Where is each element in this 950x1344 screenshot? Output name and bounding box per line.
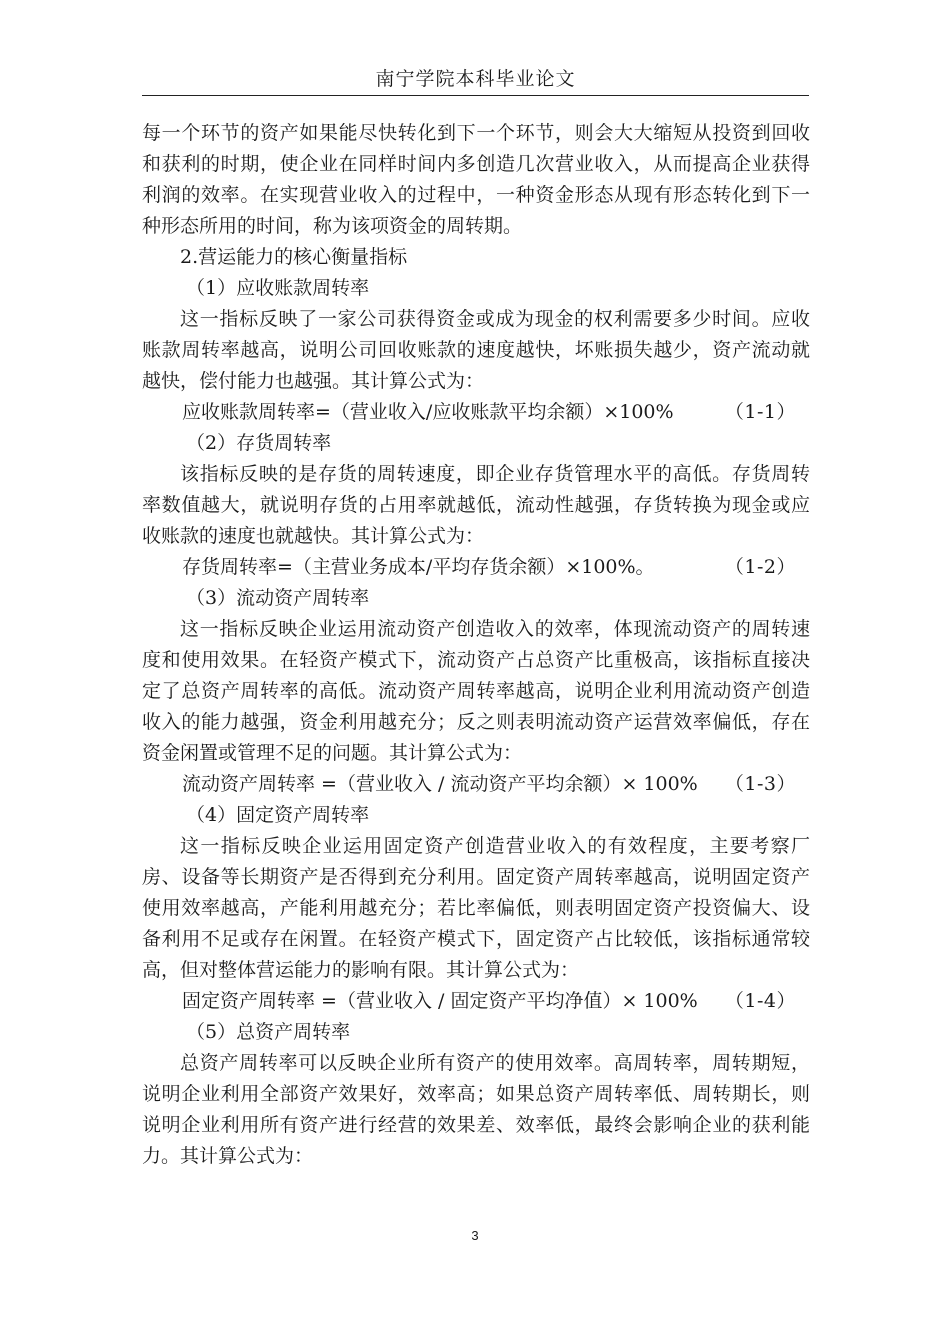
- paragraph-line: 这一指标反映企业运用流动资产创造收入的效率，体现流动资产的周转速: [180, 618, 810, 640]
- equation-number: （1-4）: [724, 990, 796, 1012]
- formula-row: [142, 769, 810, 800]
- paragraph-line: 种形态所用的时间，称为该项资金的周转期。: [142, 215, 523, 237]
- page-number: 3: [471, 1228, 479, 1243]
- equation-number: （1-2）: [724, 556, 796, 578]
- paragraph-line: 高，但对整体营运能力的影响有限。其计算公式为：: [142, 959, 580, 981]
- formula: 存货周转率=（主营业务成本/平均存货余额）×100%。: [182, 556, 655, 578]
- paragraph-line: 收入的能力越强，资金利用越充分；反之则表明流动资产运营效率偏低，存在: [142, 711, 810, 733]
- paragraph-line: 收账款的速度也就越快。其计算公式为：: [142, 525, 485, 547]
- paragraph-line: 使用效率越高，产能利用越充分；若比率偏低，则表明固定资产投资偏大、设: [142, 897, 810, 919]
- subsection-heading: （1）应收账款周转率: [186, 277, 370, 299]
- paragraph-line: 力。其计算公式为：: [142, 1145, 314, 1167]
- subsection-heading: （3）流动资产周转率: [186, 587, 370, 609]
- subsection-heading: （4）固定资产周转率: [186, 804, 370, 826]
- subsection-heading: （5）总资产周转率: [186, 1021, 351, 1043]
- paragraph-line: 和获利的时期，使企业在同样时间内多创造几次营业收入，从而提高企业获得: [142, 153, 810, 175]
- paragraph-line: 说明企业利用全部资产效果好，效率高；如果总资产周转率低、周转期长，则: [142, 1083, 810, 1105]
- paragraph-line: 定了总资产周转率的高低。流动资产周转率越高，说明企业利用流动资产创造: [142, 680, 810, 702]
- paragraph-line: 利润的效率。在实现营业收入的过程中，一种资金形态从现有形态转化到下一: [142, 184, 810, 206]
- paragraph-line: 资金闲置或管理不足的问题。其计算公式为：: [142, 742, 523, 764]
- paragraph-line: 账款周转率越高，说明公司回收账款的速度越快，坏账损失越少，资产流动就: [142, 339, 810, 361]
- paragraph-line: 这一指标反映企业运用固定资产创造营业收入的有效程度，主要考察厂: [180, 835, 810, 857]
- formula: 应收账款周转率=（营业收入/应收账款平均余额）×100%: [182, 401, 674, 423]
- paragraph-line: 越快，偿付能力也越强。其计算公式为：: [142, 370, 485, 392]
- paragraph-line: 总资产周转率可以反映企业所有资产的使用效率。高周转率，周转期短，: [180, 1052, 810, 1074]
- paragraph-line: 备利用不足或存在闲置。在轻资产模式下，固定资产占比较低，该指标通常较: [142, 928, 810, 950]
- paragraph-line: 说明企业利用所有资产进行经营的效果差、效率低，最终会影响企业的获利能: [142, 1114, 810, 1136]
- equation-number: （1-3）: [724, 773, 796, 795]
- formula: 流动资产周转率 =（营业收入 / 流动资产平均余额）× 100%: [182, 773, 698, 795]
- paragraph-line: 度和使用效果。在轻资产模式下，流动资产占总资产比重极高，该指标直接决: [142, 649, 810, 671]
- paragraph-line: 该指标反映的是存货的周转速度，即企业存货管理水平的高低。存货周转: [180, 463, 810, 485]
- running-header: 南宁学院本科毕业论文: [375, 68, 576, 90]
- formula: 固定资产周转率 =（营业收入 / 固定资产平均净值）× 100%: [182, 990, 698, 1012]
- subsection-heading: （2）存货周转率: [186, 432, 332, 454]
- formula-row: [142, 397, 810, 428]
- document-body: [142, 118, 810, 1172]
- paragraph-line: 每一个环节的资产如果能尽快转化到下一个环节，则会大大缩短从投资到回收: [142, 122, 810, 144]
- header-rule: [142, 95, 809, 96]
- paragraph-line: 率数值越大，就说明存货的占用率就越低，流动性越强，存货转换为现金或应: [142, 494, 810, 516]
- paragraph-line: 这一指标反映了一家公司获得资金或成为现金的权利需要多少时间。应收: [180, 308, 810, 330]
- formula-row: [142, 986, 810, 1017]
- paragraph-line: 房、设备等长期资产是否得到充分利用。固定资产周转率越高，说明固定资产: [142, 866, 810, 888]
- section-heading: 2.营运能力的核心衡量指标: [180, 246, 408, 268]
- formula-row: [142, 552, 810, 583]
- equation-number: （1-1）: [724, 401, 796, 423]
